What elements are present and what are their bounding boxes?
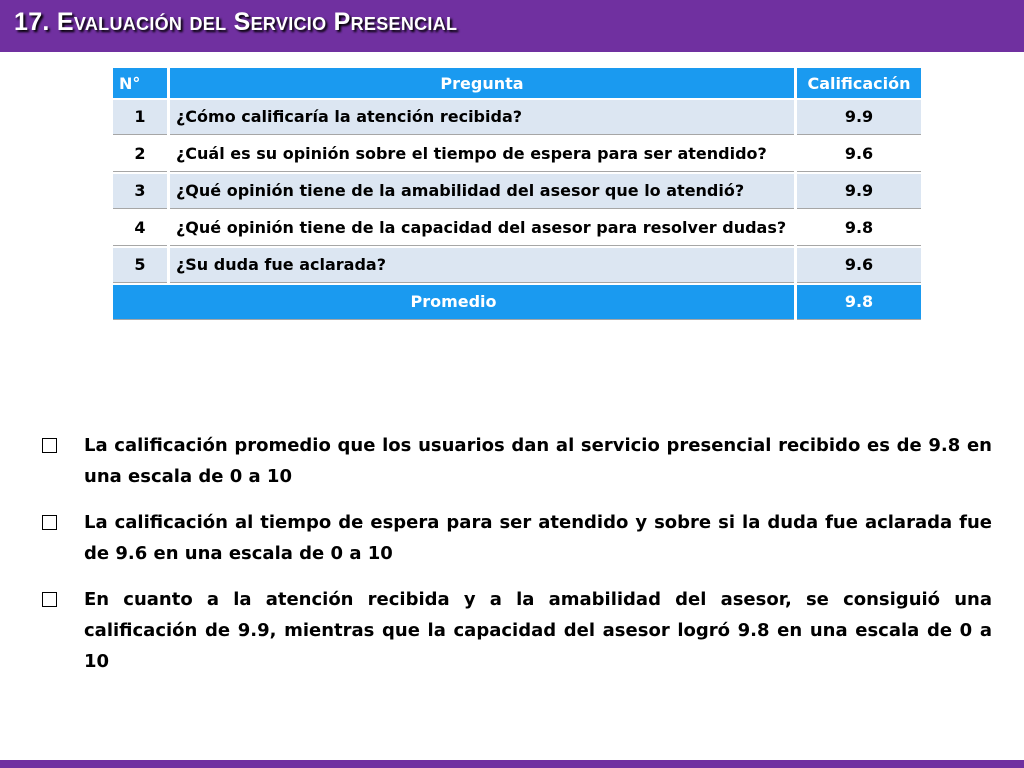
row-question: ¿Qué opinión tiene de la amabilidad del asesor que lo atendió? (170, 174, 794, 209)
row-question: ¿Cuál es su opinión sobre el tiempo de espera para ser atendido? (170, 137, 794, 172)
notes-list (40, 430, 992, 692)
checkbox-bullet-icon (42, 592, 57, 607)
table-row (113, 100, 921, 135)
note-text: La calificación al tiempo de espera para ser atendido y sobre si la duda fue aclarada fue de 9.6 en una escala de 0 a 10 (84, 512, 992, 564)
column-header-number: N° (113, 68, 167, 98)
table-row (113, 248, 921, 283)
table-row (113, 137, 921, 172)
column-header-score: Calificación (797, 68, 921, 98)
row-score: 9.9 (797, 174, 921, 209)
row-number: 3 (113, 174, 167, 209)
row-number: 4 (113, 211, 167, 246)
note-text: La calificación promedio que los usuarios dan al servicio presencial recibido es de 9.8 en una escala de 0 a 10 (84, 435, 992, 487)
evaluation-table-wrapper (110, 66, 924, 322)
note-text: En cuanto a la atención recibida y a la amabilidad del asesor, se consiguió una calificación de 9.9, mientras que la capacidad del asesor logró 9.8 en una escala de 0 a 10 (84, 589, 992, 672)
row-score: 9.6 (797, 137, 921, 172)
bottom-bar (0, 760, 1024, 768)
title-bar (0, 0, 1024, 52)
row-number: 2 (113, 137, 167, 172)
row-question: ¿Qué opinión tiene de la capacidad del asesor para resolver dudas? (170, 211, 794, 246)
evaluation-table (110, 66, 924, 322)
row-question: ¿Cómo calificaría la atención recibida? (170, 100, 794, 135)
table-header-row (113, 68, 921, 98)
note-item (40, 584, 992, 677)
row-score: 9.9 (797, 100, 921, 135)
checkbox-bullet-icon (42, 515, 57, 530)
note-item (40, 430, 992, 492)
row-question: ¿Su duda fue aclarada? (170, 248, 794, 283)
row-score: 9.8 (797, 211, 921, 246)
row-number: 5 (113, 248, 167, 283)
checkbox-bullet-icon (42, 438, 57, 453)
table-row (113, 174, 921, 209)
column-header-question: Pregunta (170, 68, 794, 98)
table-row (113, 211, 921, 246)
row-number: 1 (113, 100, 167, 135)
average-row (113, 285, 921, 320)
page-title: 17. Evaluación del Servicio Presencial (14, 8, 458, 36)
average-value: 9.8 (797, 285, 921, 320)
note-item (40, 507, 992, 569)
average-label: Promedio (113, 285, 794, 320)
row-score: 9.6 (797, 248, 921, 283)
